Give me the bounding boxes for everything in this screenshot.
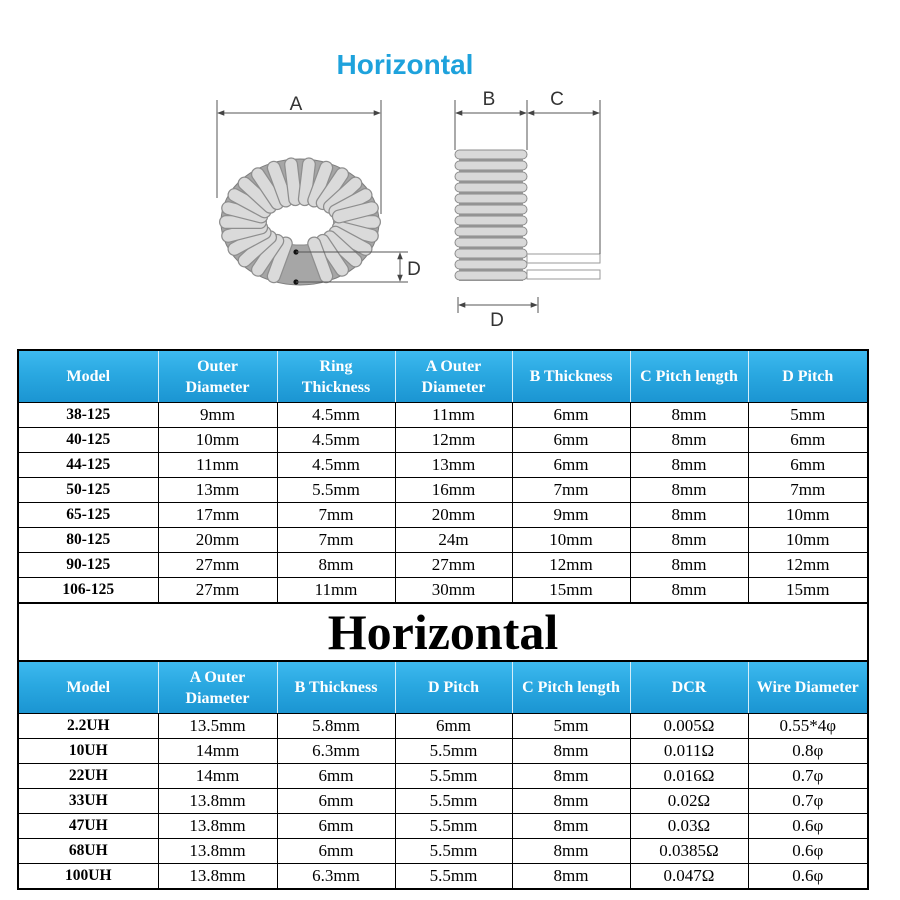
coil-turn [455,205,527,214]
value-cell: 0.016Ω [630,764,748,789]
value-cell: 5.5mm [395,739,512,764]
header-cell-d-pitch: D Pitch [395,662,512,714]
label-d-side: D [490,310,504,331]
value-cell: 6mm [277,789,395,814]
value-cell: 6mm [277,814,395,839]
model-cell: 38-125 [19,403,158,428]
value-cell: 8mm [630,578,748,603]
table-row [19,764,867,789]
value-cell: 8mm [277,553,395,578]
value-cell: 8mm [630,528,748,553]
value-cell: 14mm [158,739,277,764]
value-cell: 0.6φ [748,864,867,889]
table-row [19,739,867,764]
value-cell: 5.5mm [395,839,512,864]
value-cell: 11mm [277,578,395,603]
table-row [19,714,867,739]
header-cell-c-pitch-length: C Pitch length [512,662,630,714]
header-cell-a-outer-diameter [395,351,512,403]
spec-table-2-body [19,714,867,889]
value-cell: 4.5mm [277,428,395,453]
value-cell: 11mm [395,403,512,428]
value-cell: 8mm [630,453,748,478]
model-cell: 40-125 [19,428,158,453]
value-cell: 8mm [630,478,748,503]
value-cell: 10mm [512,528,630,553]
value-cell: 8mm [512,789,630,814]
winding-body [339,208,372,216]
value-cell: 30mm [395,578,512,603]
header-label: A Outer Diameter [421,357,486,396]
value-cell: 0.7φ [748,764,867,789]
value-cell: 6mm [277,839,395,864]
value-cell: 5.5mm [395,789,512,814]
value-cell: 5.5mm [395,814,512,839]
toroid-front-view [221,159,379,285]
header-label: Ring Thickness [301,357,371,396]
value-cell: 4.5mm [277,453,395,478]
winding-body [305,164,309,199]
value-cell: 12mm [512,553,630,578]
value-cell: 24m [395,528,512,553]
value-cell: 27mm [395,553,512,578]
table-header-row [19,351,867,403]
table-row [19,528,867,553]
value-cell: 13.8mm [158,864,277,889]
spec-table-1 [19,351,867,602]
label-b: B [482,89,496,110]
value-cell: 6mm [748,428,867,453]
header-cell-d-pitch: D Pitch [748,351,867,403]
winding [291,164,295,199]
winding-body [291,164,295,199]
lead-wire-top [527,254,600,263]
header-cell-ring-thickness [277,351,395,403]
coil-turn [455,238,527,247]
header-cell-outer-diameter [158,351,277,403]
diagram-title: Horizontal [336,49,474,80]
model-cell: 22UH [19,764,158,789]
coil-side-view [455,150,600,281]
model-cell: 2.2UH [19,714,158,739]
value-cell: 6.3mm [277,739,395,764]
dimension-diagram [0,0,900,345]
coil-turn [455,216,527,225]
coil-turn [455,260,527,269]
value-cell: 5.5mm [395,764,512,789]
coil-turn [455,249,527,258]
value-cell: 0.6φ [748,839,867,864]
coil-turn [455,194,527,203]
value-cell: 6mm [748,453,867,478]
value-cell: 9mm [158,403,277,428]
value-cell: 7mm [277,503,395,528]
winding [339,208,372,216]
value-cell: 0.0385Ω [630,839,748,864]
header-cell-wire-diameter: Wire Diameter [748,662,867,714]
coil-turn [455,161,527,170]
value-cell: 7mm [512,478,630,503]
model-cell: 106-125 [19,578,158,603]
table-header-row [19,662,867,714]
table-row [19,478,867,503]
table-row [19,864,867,889]
table-row [19,553,867,578]
table-row [19,453,867,478]
value-cell: 0.047Ω [630,864,748,889]
value-cell: 8mm [630,403,748,428]
coil-turn [455,227,527,236]
value-cell: 0.02Ω [630,789,748,814]
value-cell: 8mm [630,503,748,528]
value-cell: 17mm [158,503,277,528]
value-cell: 11mm [158,453,277,478]
header-cell-model: Model [19,351,158,403]
coil-turn [455,150,527,159]
model-cell: 80-125 [19,528,158,553]
value-cell: 7mm [277,528,395,553]
value-cell: 6mm [395,714,512,739]
header-label: A Outer Diameter [185,668,250,707]
header-cell-model: Model [19,662,158,714]
value-cell: 13.8mm [158,814,277,839]
model-cell: 65-125 [19,503,158,528]
value-cell: 0.7φ [748,789,867,814]
value-cell: 8mm [512,864,630,889]
header-cell-dcr: DCR [630,662,748,714]
table-row [19,503,867,528]
value-cell: 4.5mm [277,403,395,428]
model-cell: 33UH [19,789,158,814]
label-a: A [289,94,303,115]
header-label: Outer Diameter [185,357,250,396]
value-cell: 8mm [512,739,630,764]
table-row [19,578,867,603]
model-cell: 68UH [19,839,158,864]
value-cell: 12mm [395,428,512,453]
value-cell: 27mm [158,553,277,578]
lead-wire-bottom [527,270,600,279]
header-cell-b-thickness: B Thickness [277,662,395,714]
model-cell: 47UH [19,814,158,839]
value-cell: 13.5mm [158,714,277,739]
value-cell: 12mm [748,553,867,578]
value-cell: 5.5mm [395,864,512,889]
value-cell: 14mm [158,764,277,789]
value-cell: 8mm [512,764,630,789]
label-d-front: D [407,259,421,280]
value-cell: 6.3mm [277,864,395,889]
coil-turn [455,271,527,280]
value-cell: 20mm [158,528,277,553]
value-cell: 0.005Ω [630,714,748,739]
value-cell: 20mm [395,503,512,528]
value-cell: 13mm [395,453,512,478]
value-cell: 10mm [158,428,277,453]
value-cell: 5.5mm [277,478,395,503]
value-cell: 10mm [748,503,867,528]
value-cell: 8mm [630,553,748,578]
section-title: Horizontal [19,602,867,662]
spec-table-1-body [19,403,867,603]
model-cell: 44-125 [19,453,158,478]
value-cell: 15mm [748,578,867,603]
value-cell: 16mm [395,478,512,503]
value-cell: 0.8φ [748,739,867,764]
coil-turn [455,172,527,181]
value-cell: 5mm [748,403,867,428]
value-cell: 6mm [512,453,630,478]
value-cell: 0.011Ω [630,739,748,764]
value-cell: 5mm [512,714,630,739]
spec-tables [17,349,869,890]
table-row [19,839,867,864]
table-row [19,428,867,453]
value-cell: 13mm [158,478,277,503]
value-cell: 0.55*4φ [748,714,867,739]
table-row [19,403,867,428]
value-cell: 6mm [277,764,395,789]
header-cell-c-pitch-length: C Pitch length [630,351,748,403]
value-cell: 8mm [512,839,630,864]
header-cell-b-thickness: B Thickness [512,351,630,403]
value-cell: 13.8mm [158,789,277,814]
model-cell: 10UH [19,739,158,764]
winding [305,164,309,199]
value-cell: 13.8mm [158,839,277,864]
value-cell: 27mm [158,578,277,603]
value-cell: 9mm [512,503,630,528]
label-c: C [550,89,564,110]
spec-table-2 [19,662,867,888]
value-cell: 6mm [512,403,630,428]
model-cell: 100UH [19,864,158,889]
value-cell: 5.8mm [277,714,395,739]
value-cell: 10mm [748,528,867,553]
value-cell: 0.03Ω [630,814,748,839]
value-cell: 8mm [512,814,630,839]
value-cell: 0.6φ [748,814,867,839]
value-cell: 6mm [512,428,630,453]
value-cell: 15mm [512,578,630,603]
value-cell: 7mm [748,478,867,503]
table-row [19,789,867,814]
model-cell: 90-125 [19,553,158,578]
value-cell: 8mm [630,428,748,453]
header-cell-a-outer-diameter [158,662,277,714]
table-row [19,814,867,839]
model-cell: 50-125 [19,478,158,503]
coil-turn [455,183,527,192]
